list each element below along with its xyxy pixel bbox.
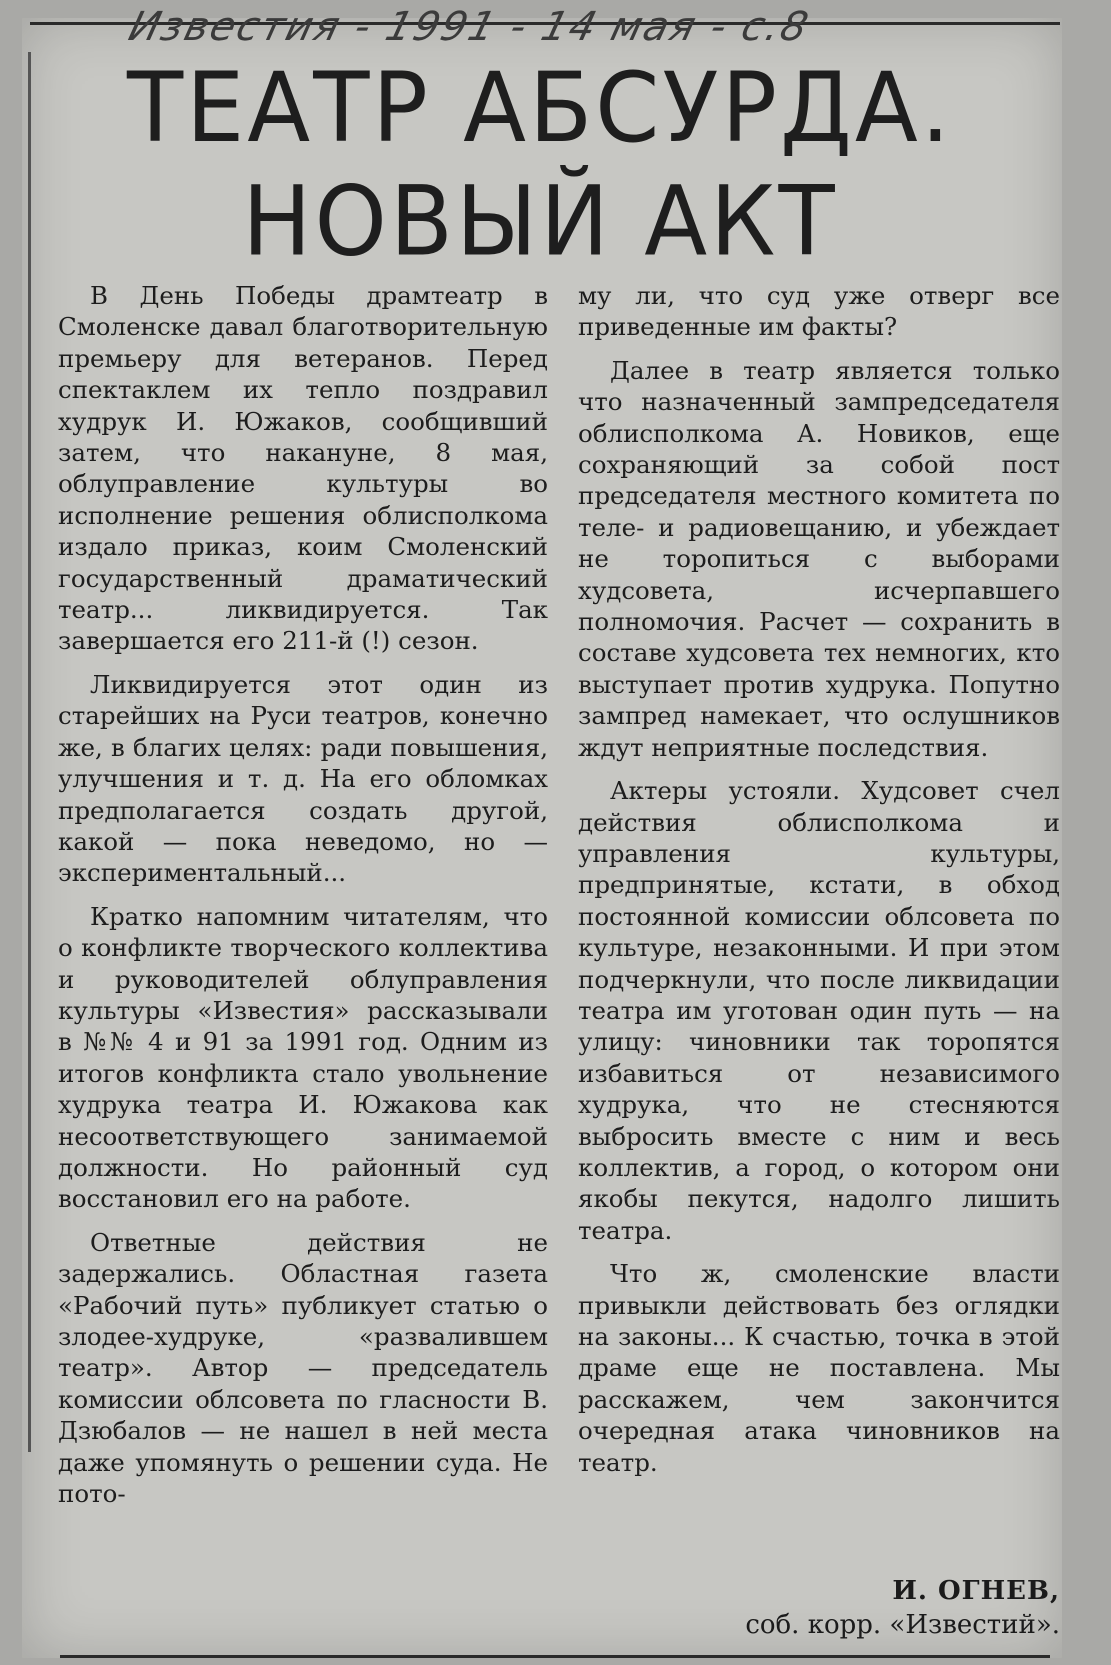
paragraph: В День Победы драмтеатр в Смоленске давал благотворительную премьеру для ветеранов. Перед спектаклем их тепло поздравил худрук И. Южаков, сообщивший затем, что накануне, 8 мая, облуправление культуры во исполнение решения облисполкома издало приказ, коим Смоленский государственный драматический театр... ликвидируется. Так завершается его 211-й (!) сезон. — [58, 281, 548, 656]
paragraph: Ответные действия не задержались. Областная газета «Рабочий путь» публикует статью о злодее-худруке, «развалившем театр». Автор — председатель комиссии облсовета по гласности В. Дзюбалов — не нашел в ней места даже упомянуть о решении суда. Не пото- — [58, 1227, 548, 1509]
paragraph: Актеры устояли. Худсовет счел действия облисполкома и управления культуры, предпринятые, кстати, в обход постоянной комиссии облсовета по культуре, незаконными. И при этом подчеркнули, что после ликвидации театра им уготован один путь — на улицу: чиновники так торопятся избавиться от независимого худрука, что не стесняются выбросить вместе с ним и весь коллектив, а город, о котором они якобы пекутся, надолго лишить театра. — [578, 776, 1060, 1245]
bottom-rule — [60, 1655, 1050, 1658]
author-name: И. ОГНЕВ, — [892, 1576, 1060, 1606]
article-column-right — [578, 280, 1060, 1478]
paragraph: Ликвидируется этот один из старейших на Руси театров, конечно же, в благих целях: ради повышения, улучшения и т. д. На его обломках предполагается создать другой, какой — пока неведомо, но — экспериментальный... — [58, 669, 548, 888]
paragraph-continuation: му ли, что суд уже отверг все приведенные им факты? — [578, 281, 1060, 342]
left-rule — [28, 52, 31, 1452]
article-column-left — [58, 280, 548, 1509]
article-headline — [40, 52, 1040, 279]
headline-line-1: ТЕАТР АБСУРДА. — [126, 52, 954, 165]
byline — [660, 1574, 1060, 1642]
headline-line-2: НОВЫЙ АКТ — [242, 165, 838, 278]
author-title: соб. корр. «Известий». — [745, 1610, 1060, 1640]
paragraph: Далее в театр является только что назначенный зампредседателя облисполкома А. Новиков, еще сохраняющий за собой пост председателя местного комитета по теле- и радиовещанию, и убеждает не торопиться с выборами худсовета, исчерпавшего полномочия. Расчет — сохранить в составе худсовета тех немногих, кто выступает против худрука. Попутно зампред намекает, что ослушников ждут неприятные последствия. — [578, 355, 1060, 762]
handwritten-note: Известия - 1991 - 14 мая - с.8 — [124, 4, 815, 50]
paragraph: Кратко напомним читателям, что о конфликте творческого коллектива и руководителей облуправления культуры «Известия» рассказывали в №№ 4 и 91 за 1991 год. Одним из итогов конфликта стало увольнение худрука театра И. Южакова как несоответствующего занимаемой должности. Но районный суд восстановил его на работе. — [58, 901, 548, 1214]
paragraph: Что ж, смоленские власти привыкли действовать без оглядки на законы... К счастью, точка в этой драме еще не поставлена. Мы расскажем, чем закончится очередная атака чиновников на театр. — [578, 1259, 1060, 1477]
